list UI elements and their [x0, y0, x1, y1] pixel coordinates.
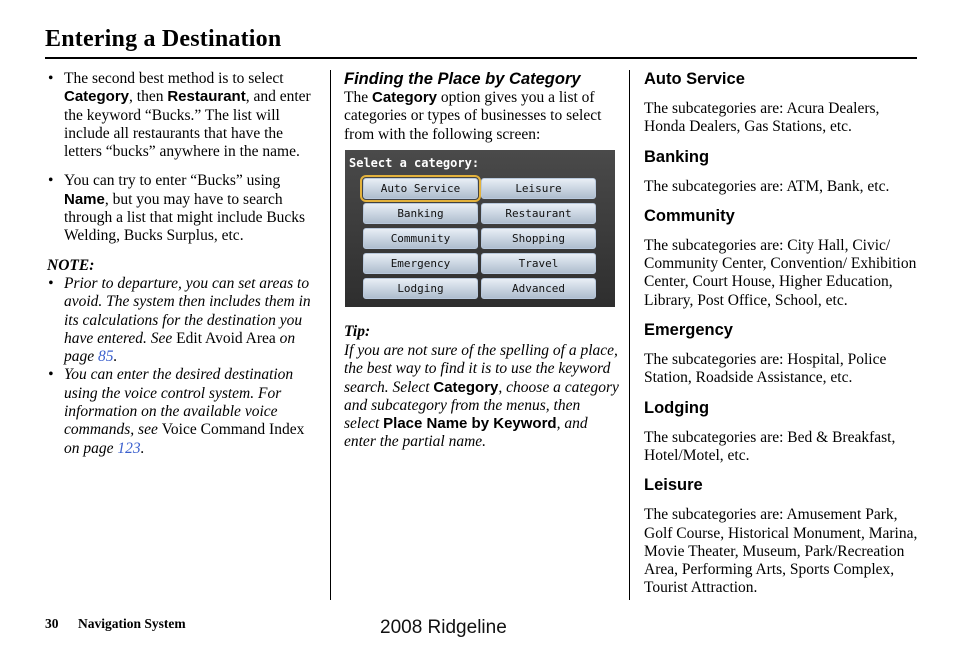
text: option gives you a list of categories or types of businesses to select from with the following screen: — [344, 89, 602, 143]
text: If you are not sure of the spelling of a place, the best way to find it is to use the keyword search. Select — [344, 342, 618, 396]
page-title: Entering a Destination — [45, 26, 282, 52]
column-divider — [330, 70, 331, 600]
bullet-icon: • — [48, 274, 54, 292]
reference-voice-command-index: Voice Command Index — [161, 421, 305, 439]
bullet-icon: • — [48, 366, 54, 384]
text: on page — [64, 439, 118, 457]
title-rule — [45, 57, 917, 59]
subsection-heading: Community — [644, 206, 735, 225]
category-grid — [363, 178, 596, 299]
category-button-restaurant[interactable]: Restaurant — [481, 203, 596, 224]
keyword-category: Category — [64, 88, 130, 106]
subsection-body: The subcategories are: City Hall, Civic/ Community Center, Convention/ Exhibition Center, Court House, Higher Education, Library, Post Office, School, etc. — [644, 236, 917, 309]
keyword-category: Category — [371, 89, 438, 106]
tip-body — [344, 342, 619, 452]
category-button-emergency[interactable]: Emergency — [363, 253, 478, 274]
watermark: 2008 Ridgeline — [380, 617, 507, 638]
section-heading: Finding the Place by Category — [344, 70, 581, 88]
text: on page — [64, 329, 296, 366]
bullet-icon: • — [48, 172, 54, 190]
reference-edit-avoid-area: Edit Avoid Area — [176, 329, 276, 347]
footer-section-title: Navigation System — [78, 616, 186, 631]
subsection-body: The subcategories are: Amusement Park, Golf Course, Historical Monument, Marina, Movie Theater, Museum, Park/Recreation Area, Performing Arts, Sports Complex, Tourist Attraction. — [644, 506, 918, 597]
category-button-advanced[interactable]: Advanced — [481, 278, 596, 299]
category-button-banking[interactable]: Banking — [363, 203, 478, 224]
page-number: 30 — [45, 616, 59, 631]
tip-heading: Tip: — [344, 323, 371, 340]
text: Prior to departure, you can set areas to avoid. The system then includes them in its calculations for the destination you have entered. See — [64, 274, 311, 347]
subsection-body: The subcategories are: Bed & Breakfast, Hotel/Motel, etc. — [644, 428, 896, 464]
column-middle — [344, 70, 616, 144]
text: . — [113, 348, 118, 366]
text: , but you may have to search through a list that might include Bucks Welding, Bucks Surplus, etc. — [64, 190, 306, 245]
text: . — [140, 439, 145, 457]
text: , choose a category and subcategory from the menus, then select — [344, 378, 619, 433]
bullet-icon: • — [48, 70, 54, 87]
text: You can enter the desired destination using the voice control system. For information on the available voice commands, see — [64, 366, 294, 439]
category-button-travel[interactable]: Travel — [481, 253, 596, 274]
text: You can try to enter “Bucks” using — [64, 172, 281, 190]
keyword-restaurant: Restaurant — [167, 88, 246, 106]
list-item — [47, 70, 315, 161]
keyword-name: Name — [64, 190, 105, 208]
subsection-body: The subcategories are: ATM, Bank, etc. — [644, 177, 890, 195]
note-item — [47, 366, 315, 457]
subsection-body: The subcategories are: Acura Dealers, Honda Dealers, Gas Stations, etc. — [644, 100, 880, 136]
note-heading: NOTE: — [47, 256, 95, 274]
category-button-auto-service[interactable]: Auto Service — [363, 178, 478, 199]
column-left — [47, 70, 315, 458]
page-link-123[interactable]: 123 — [117, 439, 141, 457]
text: The — [344, 89, 372, 106]
subsection-body: The subcategories are: Hospital, Police Station, Roadside Assistance, etc. — [644, 351, 887, 387]
column-divider — [629, 70, 630, 600]
subsection-heading: Banking — [644, 147, 710, 166]
keyword-place-name-by-keyword: Place Name by Keyword — [383, 415, 557, 433]
category-button-shopping[interactable]: Shopping — [481, 228, 596, 249]
text: , and enter the partial name. — [344, 415, 588, 451]
subsection-heading: Leisure — [644, 476, 703, 495]
category-button-community[interactable]: Community — [363, 228, 478, 249]
screen-heading: Select a category: — [349, 156, 480, 170]
subsection-heading: Lodging — [644, 398, 710, 417]
category-button-lodging[interactable]: Lodging — [363, 278, 478, 299]
subsection-heading: Auto Service — [644, 70, 745, 88]
intro-paragraph — [344, 89, 616, 144]
note-item — [47, 275, 315, 366]
category-button-leisure[interactable]: Leisure — [481, 178, 596, 199]
keyword-category: Category — [433, 378, 499, 396]
text: , and enter the keyword “Bucks.” The list will include all restaurants that have the letters “bucks” anywhere in the name. — [64, 88, 311, 161]
column-right — [644, 70, 920, 609]
page-link-85[interactable]: 85 — [98, 348, 114, 366]
text: , then — [129, 88, 168, 106]
text: The second best method is to select — [64, 70, 284, 87]
category-screen — [345, 150, 615, 307]
subsection-heading: Emergency — [644, 321, 733, 340]
list-item — [47, 172, 315, 245]
